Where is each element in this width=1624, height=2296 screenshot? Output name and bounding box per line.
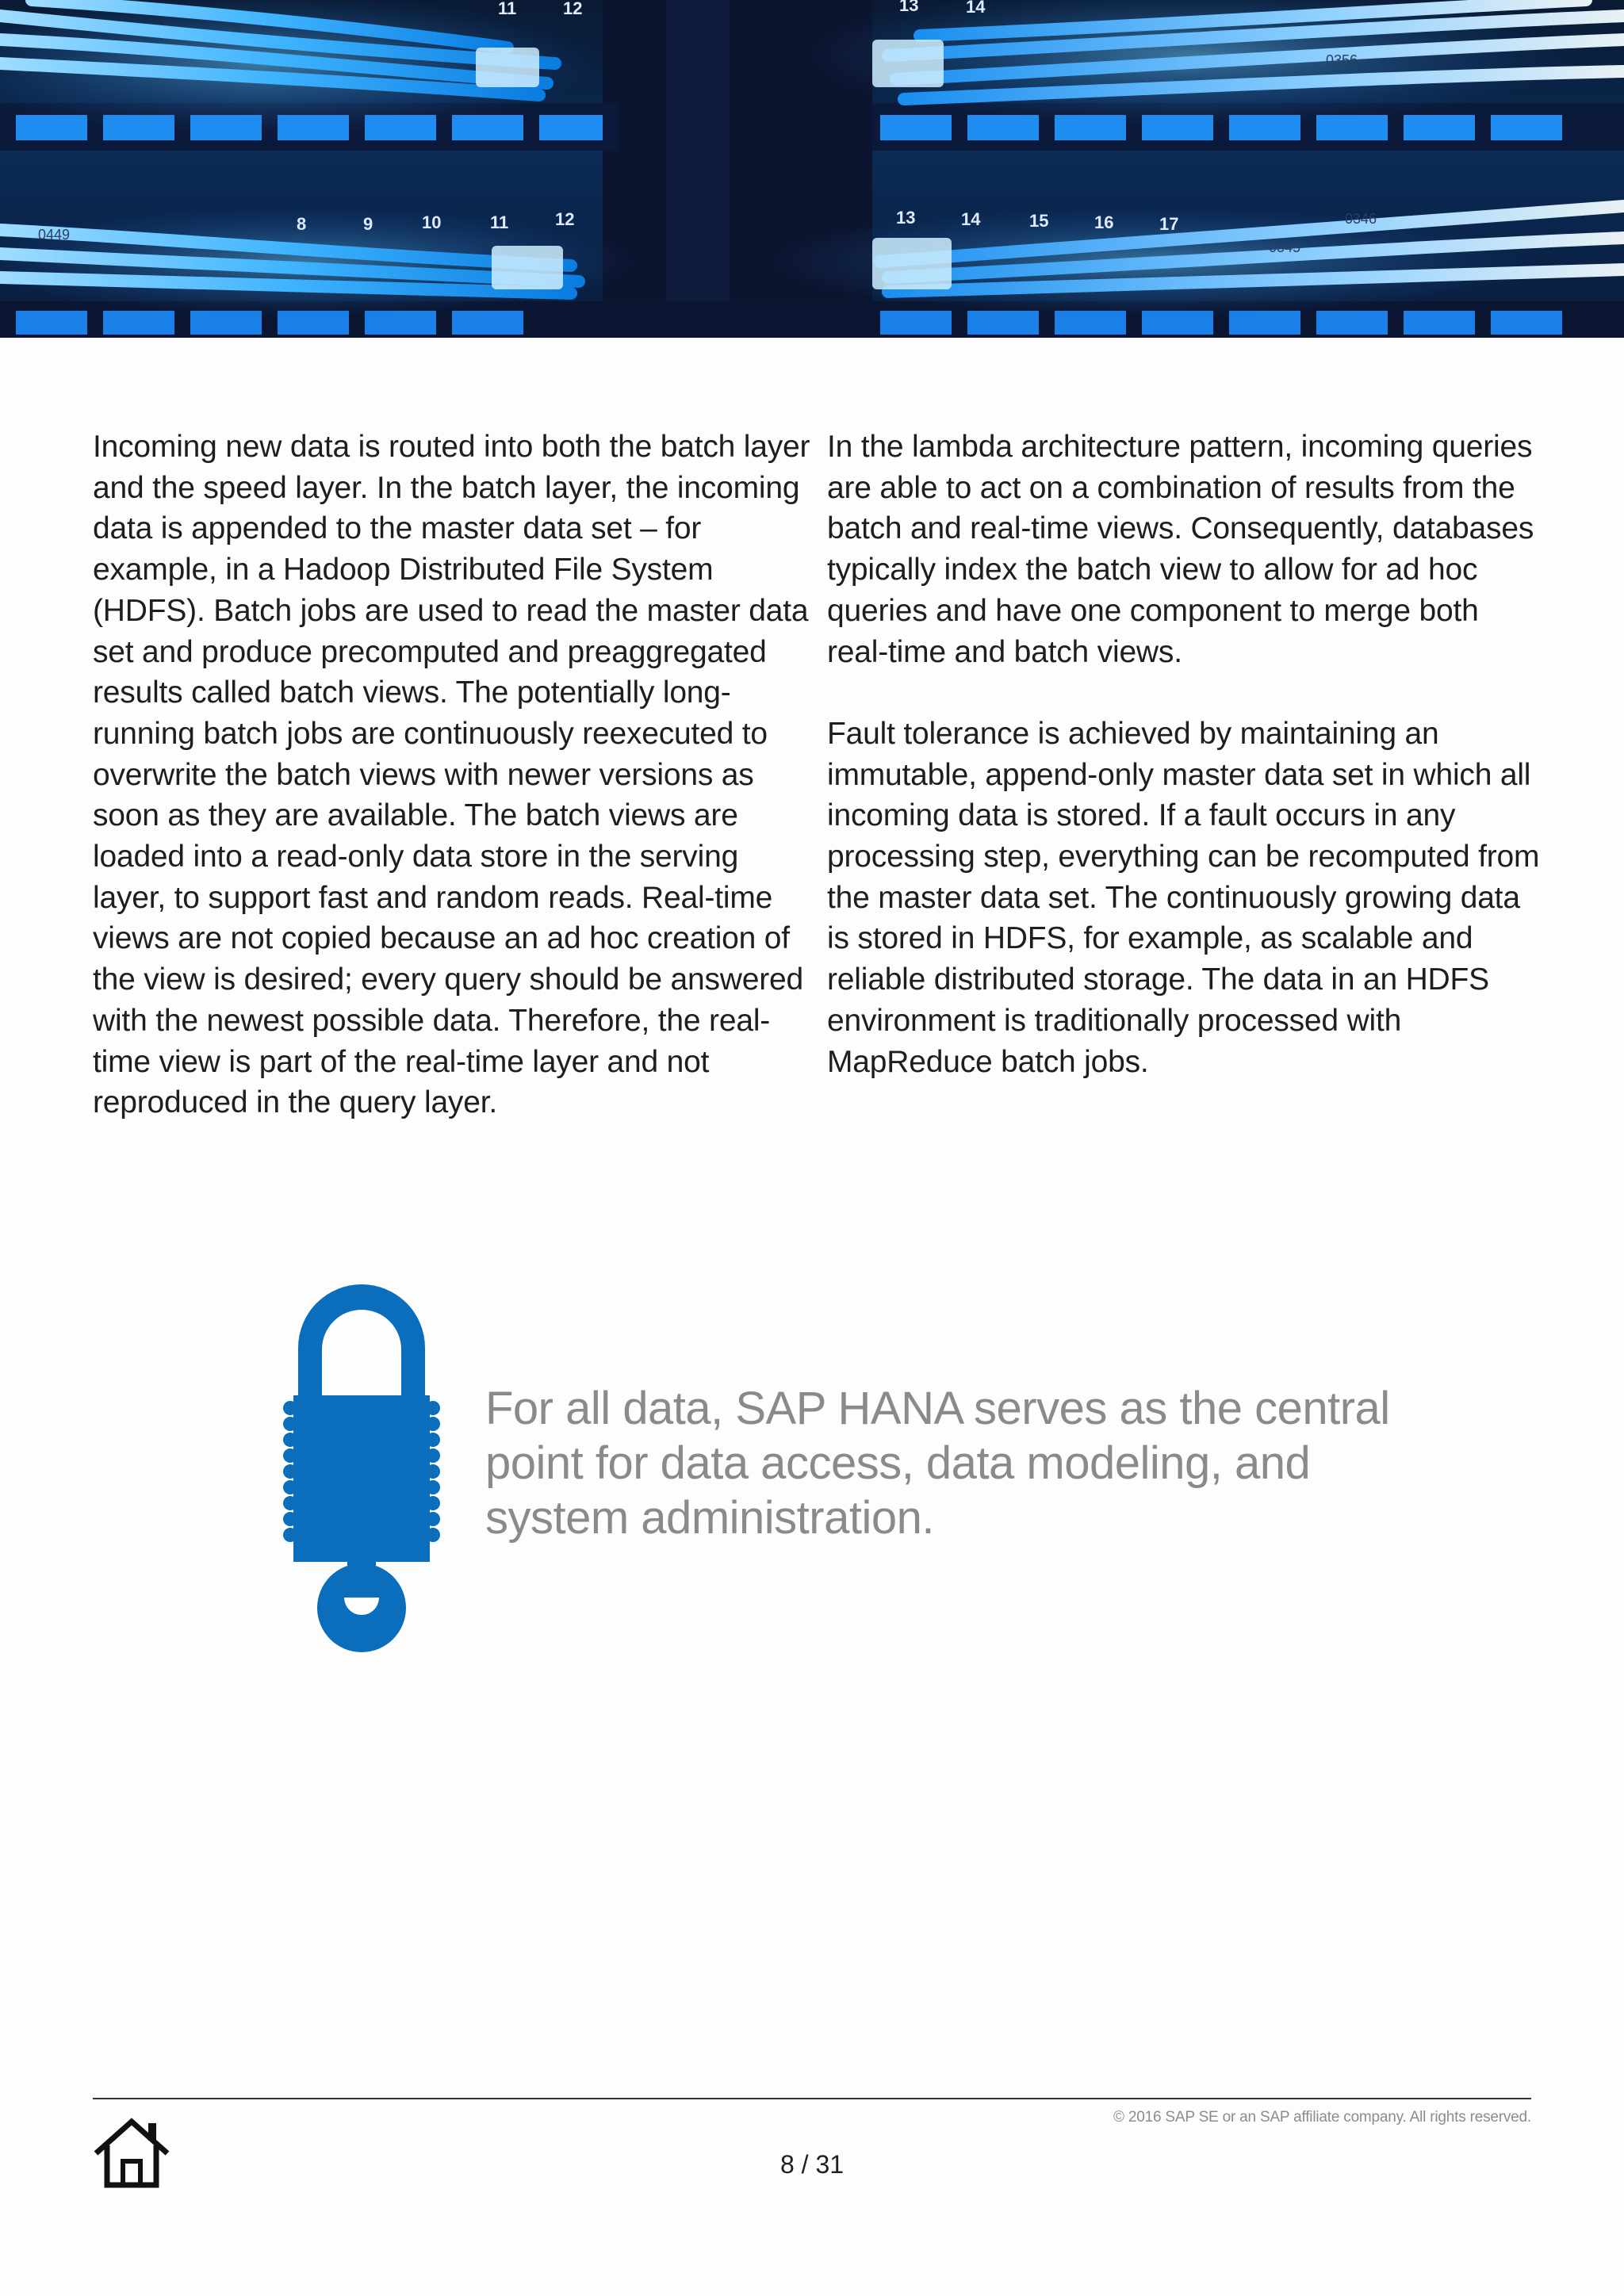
body-paragraph: Incoming new data is routed into both the batch layer and the speed layer. In the batch layer, the incoming data is appended to the master data set – for example, in a Hadoop Distributed File System (HDFS). Batch jobs are used to read the master data set and produce precomputed and preaggregated results called batch views. The potentially long-running batch jobs are continuously reexecuted to overwrite the batch views with newer versions as soon as they are available. The batch views are loaded into a read-only data store in the serving layer, to support fast and random reads. Real-time views are not copied because an ad hoc creation of the view is desired; every query should be answered with the newest possible data. Therefore, the real-time view is part of the real-time layer and not reproduced in the query layer. [93,430,810,1120]
cable-label: 0356 [1326,52,1358,68]
port-number: 12 [563,0,583,18]
port-number: 11 [498,0,517,18]
left-column [93,427,810,1165]
port-number: 14 [961,209,981,229]
cable-label: 0345 [1269,239,1301,255]
right-column [827,427,1545,1123]
patch-panel-illustration [0,0,1624,338]
cable-label: 0346 [1345,211,1377,227]
page-number: 8 / 31 [779,2150,845,2179]
port-number: 16 [1094,212,1114,232]
port-number: 13 [899,0,919,15]
port-number: 11 [490,212,509,232]
port-number: 8 [297,214,307,234]
hero-image [0,0,1624,338]
body-paragraph: In the lambda architecture pattern, incoming queries are able to act on a combination of results from the batch and real-time views. Consequently, databases typically index the batch view to allow for ad hoc queries and have one component to merge both real-time and batch views. [827,430,1534,669]
port-number: 13 [896,208,916,228]
lock-key-icon [282,1276,441,1657]
footer-divider [93,2098,1531,2099]
port-number: 14 [966,0,986,17]
port-number: 9 [363,214,373,234]
port-number: 17 [1159,214,1179,234]
port-number: 12 [555,209,575,229]
copyright-notice: © 2016 SAP SE or an SAP affiliate company. All rights reserved. [1113,2109,1531,2126]
body-paragraph: Fault tolerance is achieved by maintaining an immutable, append-only master data set in which all incoming data is stored. If a fault occurs in any processing step, everything can be recomputed from the master data set. The continuously growing data is stored in HDFS, for example, as scalable and reliable distributed storage. The data in an HDFS environment is traditionally processed with MapReduce batch jobs. [827,716,1540,1079]
port-number: 10 [422,212,442,232]
callout-text: For all data, SAP HANA serves as the central point for data access, data modeling, and system administration. [485,1383,1390,1544]
port-number: 15 [1029,211,1049,231]
cable-label: 0449 [38,227,71,243]
